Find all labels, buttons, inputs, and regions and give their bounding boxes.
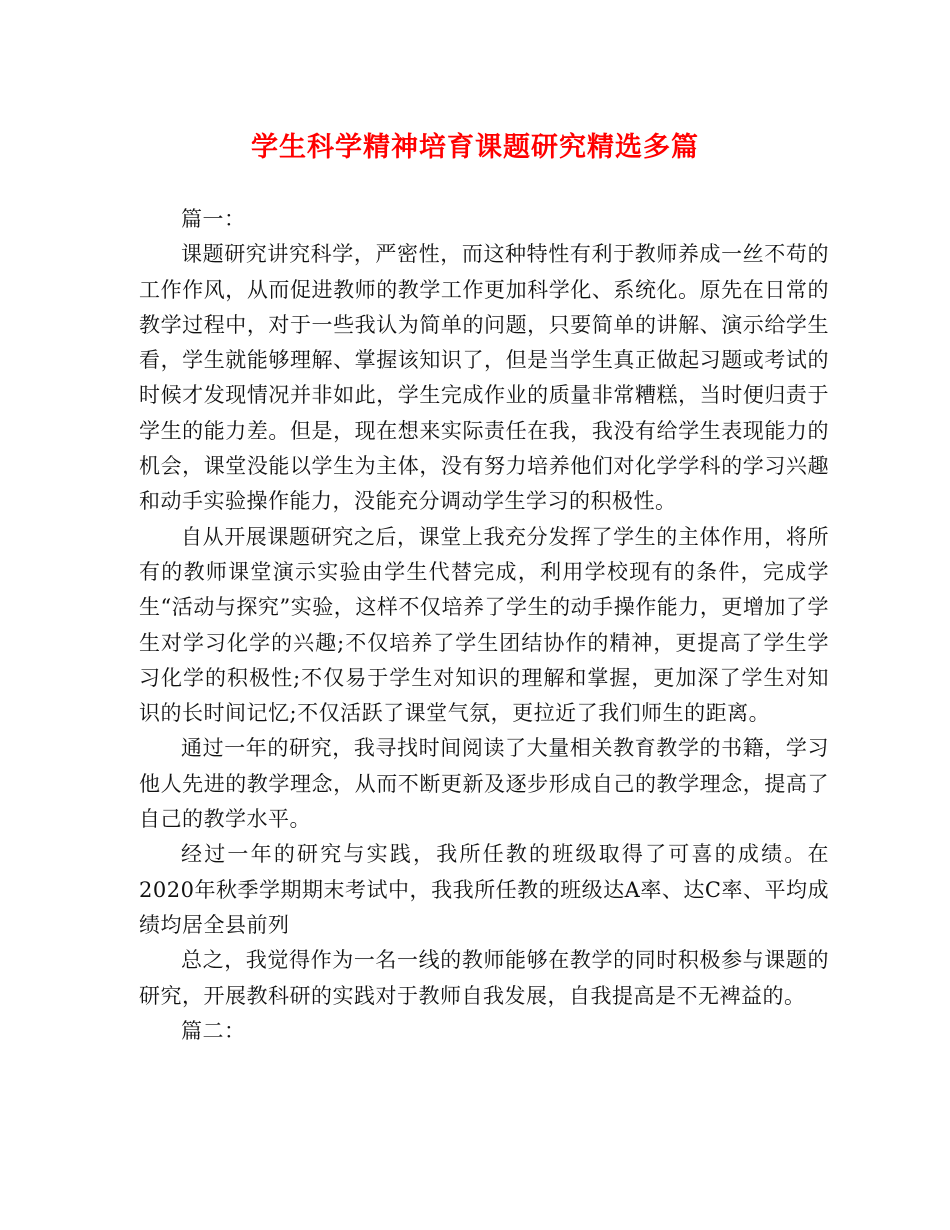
section-heading-1: 篇一： xyxy=(181,207,246,231)
document-title: 学生科学精神培育课题研究精选多篇 xyxy=(251,132,699,163)
paragraph-4: 经过一年的研究与实践，我所任教的班级取得了可喜的成绩。在2020年秋季学期期末考试中，我我所任教的班级达A率、达C率、平均成绩均居全县前列 xyxy=(139,842,829,937)
section-heading-2: 篇二： xyxy=(181,1018,246,1043)
document-body xyxy=(139,202,829,1049)
paragraph-5: 总之，我觉得作为一名一线的教师能够在教学的同时积极参与课题的研究，开展教科研的实践对于教师自我发展，自我提高是不无裨益的。 xyxy=(139,948,829,1008)
paragraph-1: 课题研究讲究科学，严密性，而这种特性有利于教师养成一丝不苟的工作作风，从而促进教师的教学工作更加科学化、系统化。原先在日常的教学过程中，对于一些我认为简单的问题，只要简单的讲解、演示给学生看，学生就能够理解、掌握该知识了，但是当学生真正做起习题或考试的时候才发现情况并非如此，学生完成作业的质量非常糟糕，当时便归责于学生的能力差。但是，现在想来实际责任在我，我没有给学生表现能力的机会，课堂没能以学生为主体，没有努力培养他们对化学学科的学习兴趣和动手实验操作能力，没能充分调动学生学习的积极性。 xyxy=(139,242,829,514)
paragraph-2: 自从开展课题研究之后，课堂上我充分发挥了学生的主体作用，将所有的教师课堂演示实验由学生代替完成，利用学校现有的条件，完成学生“活动与探究”实验，这样不仅培养了学生的动手操作能力，更增加了学生对学习化学的兴趣;不仅培养了学生团结协作的精神，更提高了学生学习化学的积极性;不仅易于学生对知识的理解和掌握，更加深了学生对知识的长时间记忆;不仅活跃了课堂气氛，更拉近了我们师生的距离。 xyxy=(139,524,829,726)
paragraph-3: 通过一年的研究，我寻找时间阅读了大量相关教育教学的书籍，学习他人先进的教学理念，从而不断更新及逐步形成自己的教学理念，提高了自己的教学水平。 xyxy=(139,736,829,832)
